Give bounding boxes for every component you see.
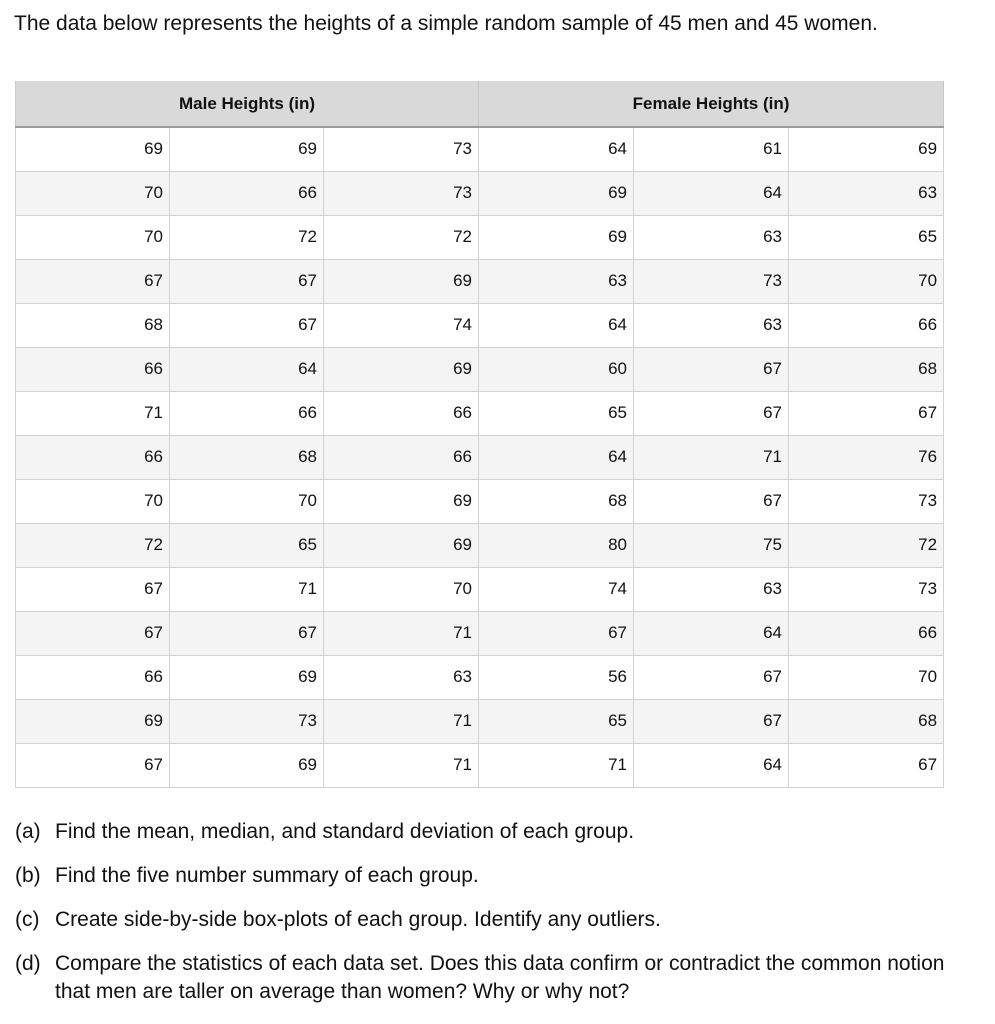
- female-height-cell: 56: [479, 655, 634, 699]
- female-height-cell: 66: [789, 303, 944, 347]
- table-row: [16, 699, 944, 743]
- table-row: [16, 611, 944, 655]
- table-row: [16, 567, 944, 611]
- question-item: [15, 950, 975, 1006]
- female-height-cell: 69: [789, 127, 944, 171]
- table-row: [16, 479, 944, 523]
- male-height-cell: 74: [324, 303, 479, 347]
- question-text: Find the mean, median, and standard deviation of each group.: [55, 820, 635, 843]
- male-height-cell: 71: [324, 743, 479, 787]
- male-height-cell: 72: [170, 215, 324, 259]
- question-item: [15, 818, 975, 846]
- question-letter: (b): [15, 864, 41, 887]
- male-height-cell: 67: [170, 611, 324, 655]
- female-height-cell: 67: [634, 391, 789, 435]
- female-height-cell: 63: [634, 567, 789, 611]
- female-height-cell: 64: [634, 743, 789, 787]
- male-height-cell: 66: [16, 435, 170, 479]
- female-height-cell: 60: [479, 347, 634, 391]
- female-height-cell: 67: [634, 699, 789, 743]
- male-height-cell: 69: [324, 259, 479, 303]
- female-height-cell: 68: [789, 347, 944, 391]
- table-header-row: [16, 81, 944, 127]
- male-height-cell: 69: [16, 699, 170, 743]
- male-height-cell: 71: [16, 391, 170, 435]
- male-height-cell: 69: [170, 743, 324, 787]
- heights-table: [15, 81, 944, 788]
- question-text: Create side-by-side box-plots of each group. Identify any outliers.: [55, 908, 661, 931]
- question-letter: (a): [15, 820, 41, 843]
- table-row: [16, 259, 944, 303]
- male-height-cell: 66: [16, 655, 170, 699]
- female-height-cell: 70: [789, 259, 944, 303]
- male-height-cell: 70: [16, 171, 170, 215]
- male-height-cell: 67: [170, 259, 324, 303]
- female-height-cell: 64: [479, 303, 634, 347]
- female-height-cell: 64: [634, 611, 789, 655]
- male-height-cell: 68: [16, 303, 170, 347]
- question-letter: (d): [15, 952, 41, 975]
- female-height-cell: 63: [634, 215, 789, 259]
- male-height-cell: 66: [324, 435, 479, 479]
- table-row: [16, 391, 944, 435]
- female-height-cell: 67: [789, 743, 944, 787]
- male-height-cell: 69: [170, 127, 324, 171]
- heights-table-container: [15, 81, 943, 788]
- question-list: [15, 818, 975, 1022]
- question-item: [15, 906, 975, 934]
- male-height-cell: 69: [324, 347, 479, 391]
- male-height-cell: 70: [16, 215, 170, 259]
- table-row: [16, 523, 944, 567]
- male-height-cell: 73: [324, 127, 479, 171]
- female-height-cell: 64: [479, 127, 634, 171]
- female-height-cell: 73: [789, 479, 944, 523]
- table-row: [16, 347, 944, 391]
- female-height-cell: 65: [479, 391, 634, 435]
- male-height-cell: 67: [16, 743, 170, 787]
- male-height-cell: 70: [324, 567, 479, 611]
- male-height-cell: 72: [324, 215, 479, 259]
- female-height-cell: 68: [789, 699, 944, 743]
- female-height-cell: 67: [789, 391, 944, 435]
- table-row: [16, 655, 944, 699]
- table-row: [16, 127, 944, 171]
- female-height-cell: 73: [634, 259, 789, 303]
- male-height-cell: 66: [170, 171, 324, 215]
- female-height-cell: 72: [789, 523, 944, 567]
- male-height-cell: 67: [16, 611, 170, 655]
- female-height-cell: 75: [634, 523, 789, 567]
- question-text: Find the five number summary of each group.: [55, 864, 479, 887]
- male-height-cell: 69: [170, 655, 324, 699]
- female-height-cell: 80: [479, 523, 634, 567]
- table-row: [16, 303, 944, 347]
- female-height-cell: 67: [634, 347, 789, 391]
- male-height-cell: 69: [16, 127, 170, 171]
- female-height-cell: 67: [634, 655, 789, 699]
- female-height-cell: 61: [634, 127, 789, 171]
- female-height-cell: 66: [789, 611, 944, 655]
- male-height-cell: 72: [16, 523, 170, 567]
- female-height-cell: 67: [479, 611, 634, 655]
- male-height-cell: 71: [324, 699, 479, 743]
- female-height-cell: 63: [789, 171, 944, 215]
- table-row: [16, 743, 944, 787]
- female-height-cell: 68: [479, 479, 634, 523]
- male-height-cell: 66: [170, 391, 324, 435]
- male-height-cell: 69: [324, 479, 479, 523]
- table-row: [16, 171, 944, 215]
- male-height-cell: 66: [324, 391, 479, 435]
- male-height-cell: 65: [170, 523, 324, 567]
- female-height-cell: 71: [634, 435, 789, 479]
- male-height-cell: 64: [170, 347, 324, 391]
- female-height-cell: 71: [479, 743, 634, 787]
- female-height-cell: 67: [634, 479, 789, 523]
- male-height-cell: 69: [324, 523, 479, 567]
- question-text: Compare the statistics of each data set. Does this data confirm or contradict the common notion that men are taller on average than women? Why or why not?: [55, 952, 945, 1003]
- female-height-cell: 70: [789, 655, 944, 699]
- problem-intro: The data below represents the heights of a simple random sample of 45 men and 45 women.: [14, 12, 878, 35]
- male-height-cell: 66: [16, 347, 170, 391]
- male-height-cell: 67: [170, 303, 324, 347]
- female-height-cell: 73: [789, 567, 944, 611]
- female-height-cell: 63: [479, 259, 634, 303]
- table-row: [16, 435, 944, 479]
- female-height-cell: 69: [479, 215, 634, 259]
- female-height-cell: 63: [634, 303, 789, 347]
- male-height-cell: 67: [16, 259, 170, 303]
- female-height-cell: 74: [479, 567, 634, 611]
- male-height-cell: 70: [170, 479, 324, 523]
- male-heights-header: Male Heights (in): [16, 81, 479, 127]
- male-height-cell: 70: [16, 479, 170, 523]
- male-height-cell: 63: [324, 655, 479, 699]
- male-height-cell: 73: [170, 699, 324, 743]
- female-height-cell: 65: [479, 699, 634, 743]
- male-height-cell: 67: [16, 567, 170, 611]
- question-letter: (c): [15, 908, 40, 931]
- female-height-cell: 76: [789, 435, 944, 479]
- table-row: [16, 215, 944, 259]
- female-height-cell: 64: [479, 435, 634, 479]
- female-height-cell: 64: [634, 171, 789, 215]
- male-height-cell: 71: [324, 611, 479, 655]
- question-item: [15, 862, 975, 890]
- table-body: [16, 127, 944, 787]
- male-height-cell: 73: [324, 171, 479, 215]
- male-height-cell: 68: [170, 435, 324, 479]
- male-height-cell: 71: [170, 567, 324, 611]
- female-height-cell: 65: [789, 215, 944, 259]
- female-heights-header: Female Heights (in): [479, 81, 944, 127]
- female-height-cell: 69: [479, 171, 634, 215]
